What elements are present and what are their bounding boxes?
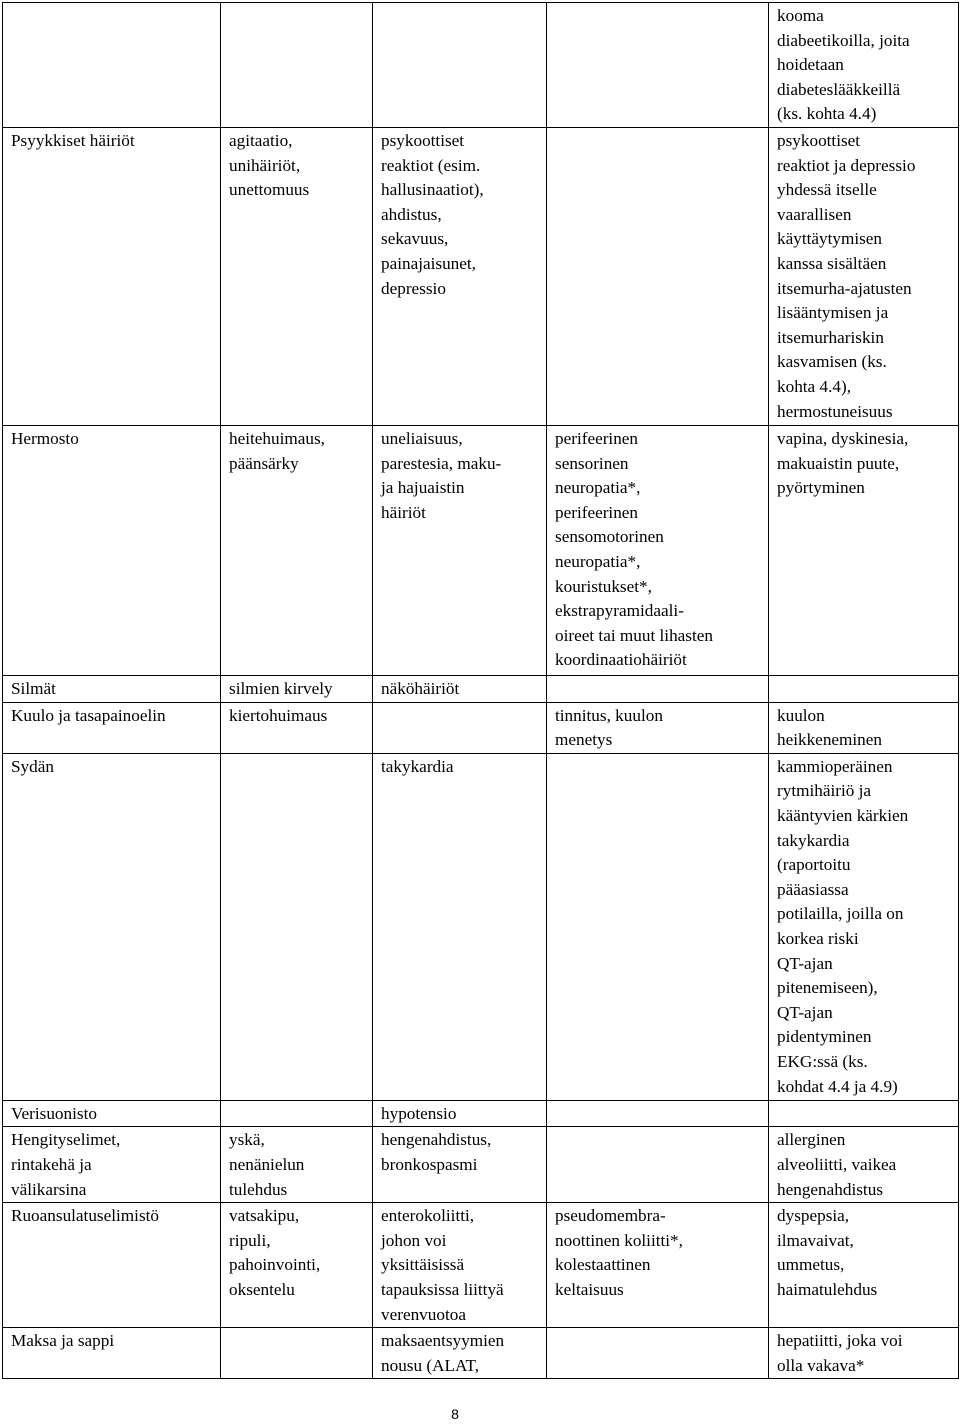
unknown-frequency-cell [769, 676, 959, 703]
rare-cell: uneliaisuus, parestesia, maku- ja hajuaistin häiriöt [373, 426, 547, 676]
very-rare-cell [547, 128, 769, 426]
unknown-frequency-cell: hepatiitti, joka voi olla vakava* [769, 1328, 959, 1379]
uncommon-cell: heitehuimaus, päänsärky [221, 426, 373, 676]
table-row [3, 676, 959, 703]
table-row [3, 702, 959, 753]
organ-class-cell: Hengityselimet, rintakehä ja välikarsina [3, 1127, 221, 1203]
uncommon-cell [221, 3, 373, 128]
uncommon-cell: agitaatio, unihäiriöt, unettomuus [221, 128, 373, 426]
very-rare-cell [547, 1328, 769, 1379]
very-rare-cell: pseudomembra- noottinen koliitti*, kolestaattinen keltaisuus [547, 1203, 769, 1328]
uncommon-cell [221, 753, 373, 1100]
organ-class-cell: Hermosto [3, 426, 221, 676]
uncommon-cell: silmien kirvely [221, 676, 373, 703]
organ-class-cell: Ruoansulatuselimistö [3, 1203, 221, 1328]
very-rare-cell [547, 3, 769, 128]
unknown-frequency-cell: kammioperäinen rytmihäiriö ja kääntyvien kärkien takykardia (raportoitu pääasiassa potilailla, joilla on korkea riski QT-ajan pitenemiseen), QT-ajan pidentyminen EKG:ssä (ks. kohdat 4.4 ja 4.9) [769, 753, 959, 1100]
table-row [3, 1203, 959, 1328]
rare-cell: hypotensio [373, 1100, 547, 1127]
uncommon-cell: vatsakipu, ripuli, pahoinvointi, oksentelu [221, 1203, 373, 1328]
very-rare-cell [547, 753, 769, 1100]
organ-class-cell [3, 3, 221, 128]
very-rare-cell: tinnitus, kuulon menetys [547, 702, 769, 753]
rare-cell: psykoottiset reaktiot (esim. hallusinaatiot), ahdistus, sekavuus, painajaisunet, depressio [373, 128, 547, 426]
organ-class-cell: Kuulo ja tasapainoelin [3, 702, 221, 753]
table-row [3, 1328, 959, 1379]
very-rare-cell [547, 1127, 769, 1203]
unknown-frequency-cell: vapina, dyskinesia, makuaistin puute, pyörtyminen [769, 426, 959, 676]
page-number: 8 [451, 1406, 459, 1422]
rare-cell: maksaentsyymien nousu (ALAT, [373, 1328, 547, 1379]
very-rare-cell: perifeerinen sensorinen neuropatia*, perifeerinen sensomotorinen neuropatia*, kouristukset*, ekstrapyramidaali- oireet tai muut lihasten koordinaatiohäiriöt [547, 426, 769, 676]
organ-class-cell: Silmät [3, 676, 221, 703]
rare-cell: takykardia [373, 753, 547, 1100]
unknown-frequency-cell: dyspepsia, ilmavaivat, ummetus, haimatulehdus [769, 1203, 959, 1328]
unknown-frequency-cell: allerginen alveoliitti, vaikea hengenahdistus [769, 1127, 959, 1203]
unknown-frequency-cell: kuulon heikkeneminen [769, 702, 959, 753]
table-row [3, 3, 959, 128]
rare-cell [373, 702, 547, 753]
organ-class-cell: Maksa ja sappi [3, 1328, 221, 1379]
table-row [3, 128, 959, 426]
rare-cell: hengenahdistus, bronkospasmi [373, 1127, 547, 1203]
uncommon-cell [221, 1100, 373, 1127]
rare-cell [373, 3, 547, 128]
side-effects-table [2, 2, 959, 1379]
unknown-frequency-cell: kooma diabeetikoilla, joita hoidetaan diabeteslääkkeillä (ks. kohta 4.4) [769, 3, 959, 128]
very-rare-cell [547, 1100, 769, 1127]
table-row [3, 1127, 959, 1203]
very-rare-cell [547, 676, 769, 703]
unknown-frequency-cell: psykoottiset reaktiot ja depressio yhdessä itselle vaarallisen käyttäytymisen kanssa sisältäen itsemurha-ajatusten lisääntymisen ja itsemurhariskin kasvamisen (ks. kohta 4.4), hermostuneisuus [769, 128, 959, 426]
uncommon-cell: kiertohuimaus [221, 702, 373, 753]
uncommon-cell [221, 1328, 373, 1379]
rare-cell: näköhäiriöt [373, 676, 547, 703]
organ-class-cell: Psyykkiset häiriöt [3, 128, 221, 426]
table-row [3, 426, 959, 676]
rare-cell: enterokoliitti, johon voi yksittäisissä tapauksissa liittyä verenvuotoa [373, 1203, 547, 1328]
uncommon-cell: yskä, nenänielun tulehdus [221, 1127, 373, 1203]
organ-class-cell: Sydän [3, 753, 221, 1100]
table-row [3, 753, 959, 1100]
table-row [3, 1100, 959, 1127]
unknown-frequency-cell [769, 1100, 959, 1127]
organ-class-cell: Verisuonisto [3, 1100, 221, 1127]
